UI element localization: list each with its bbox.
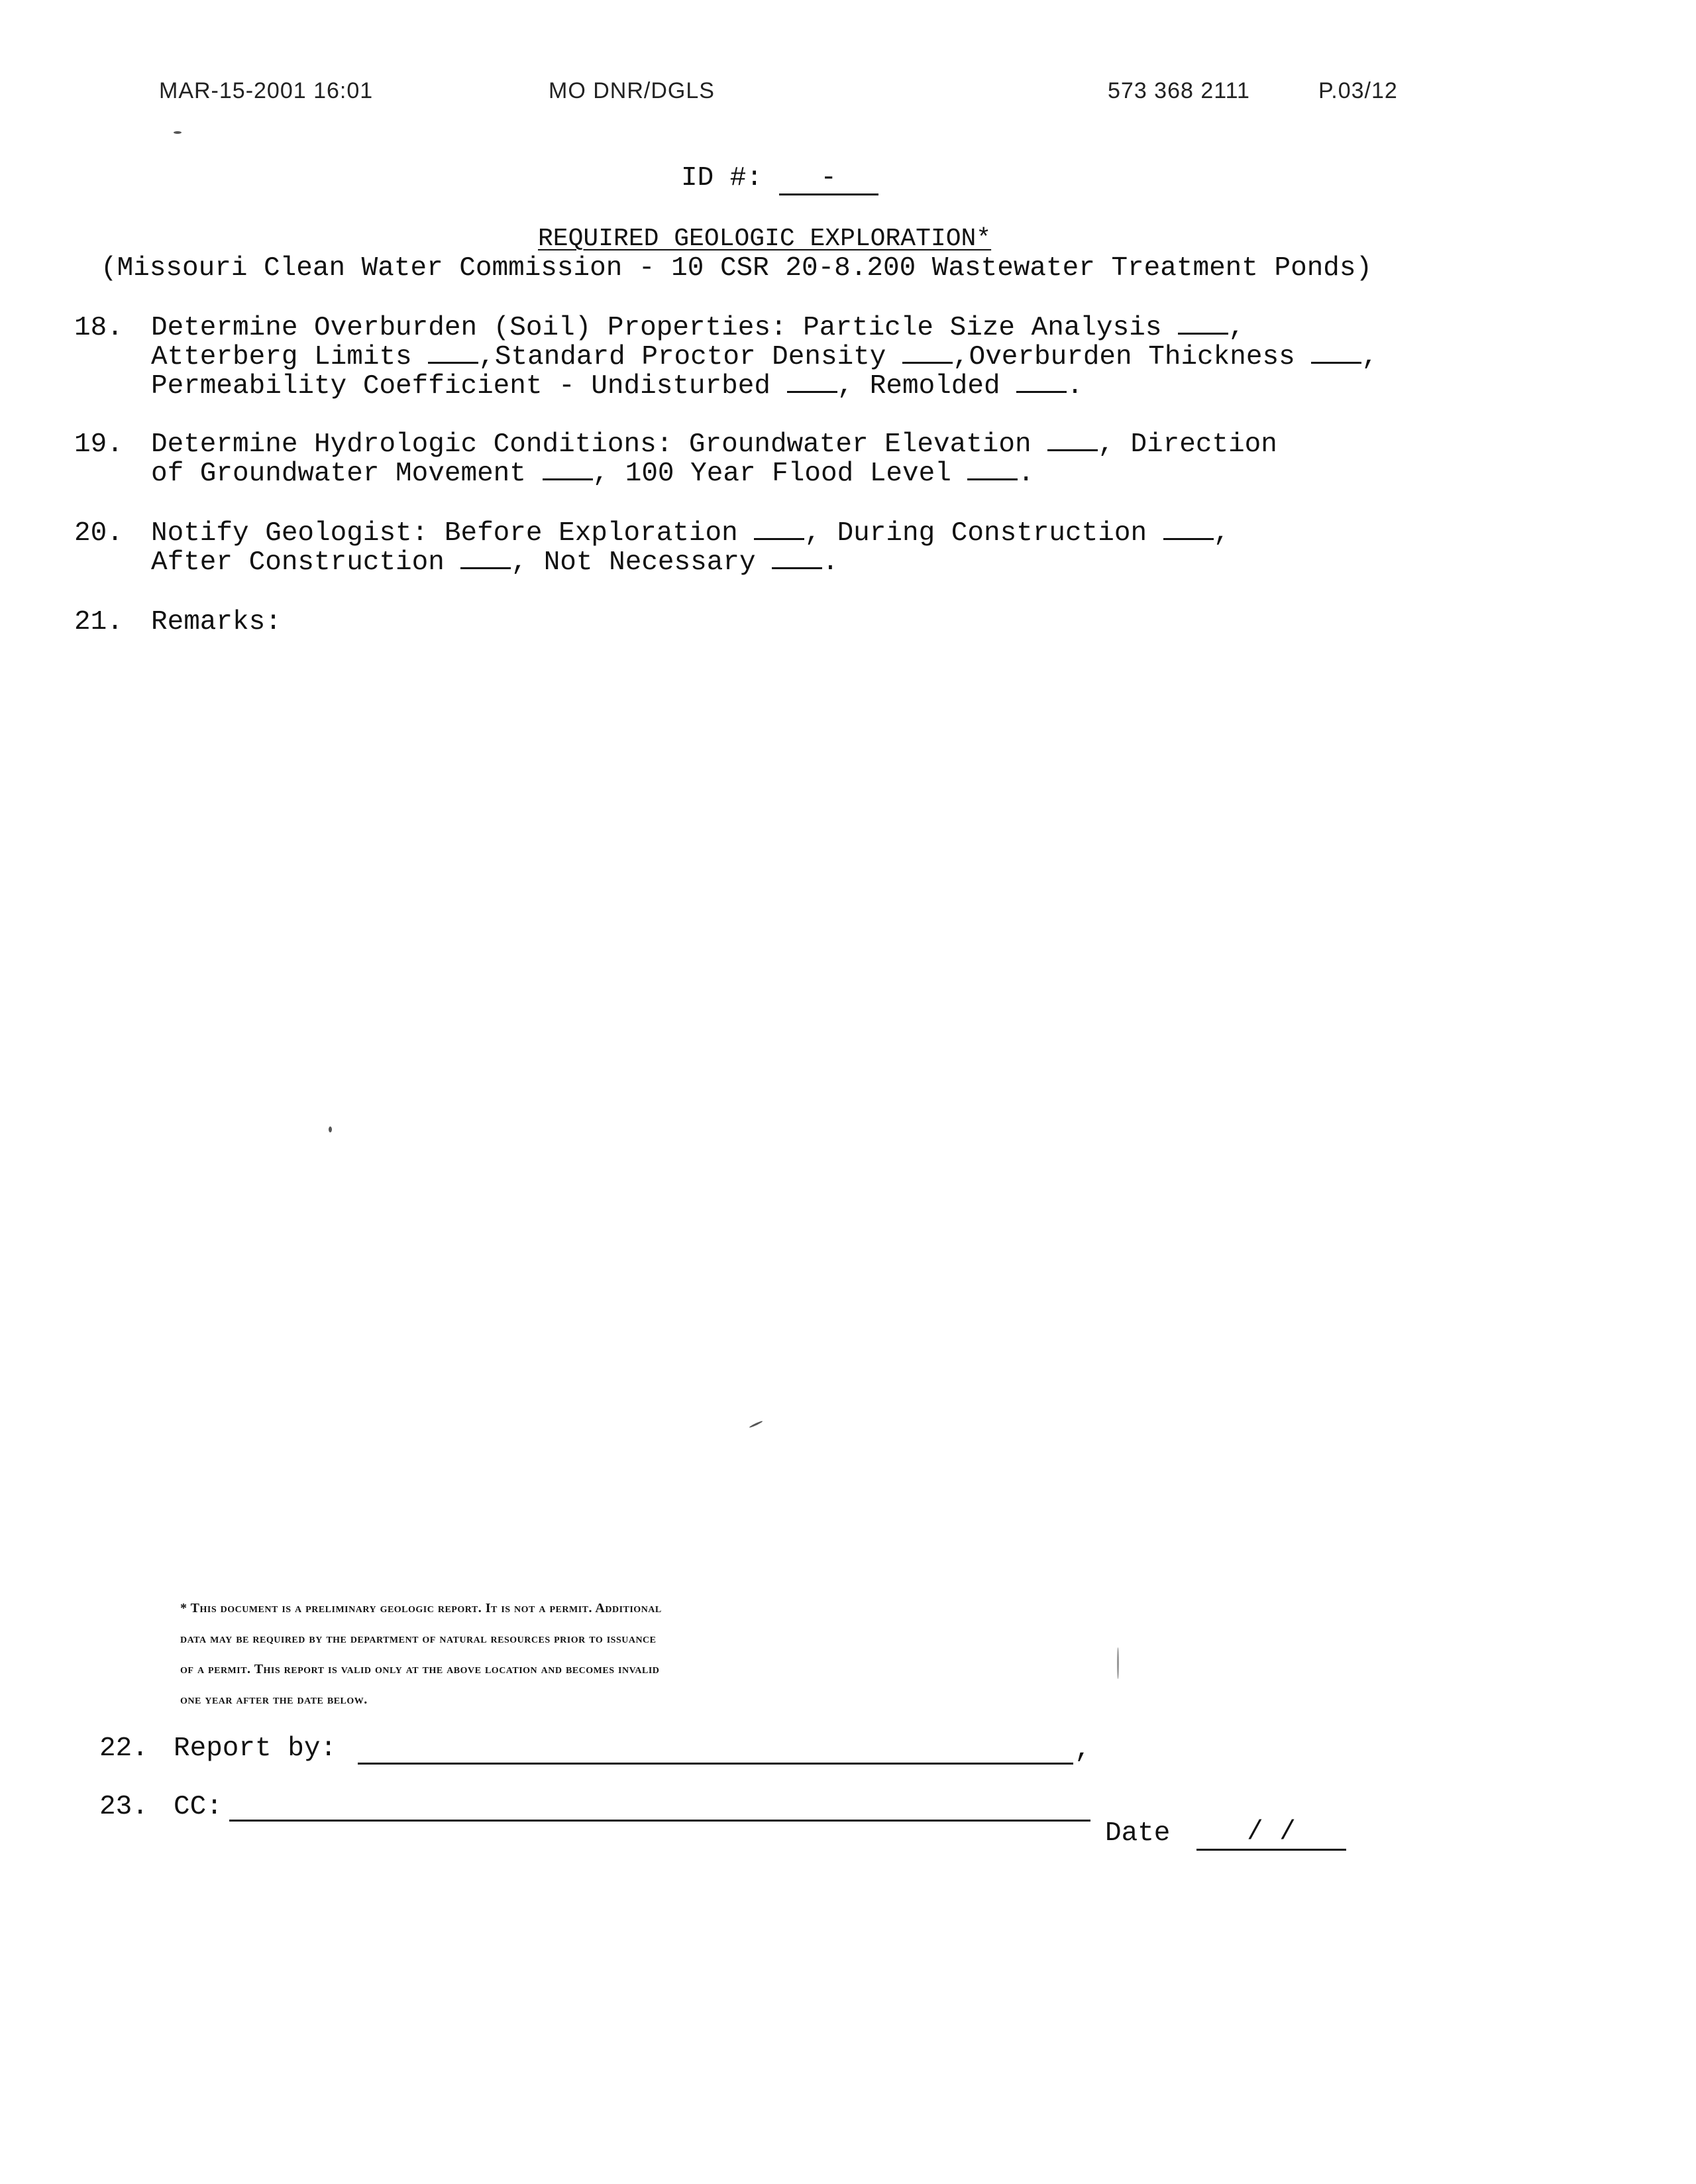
flood-level-blank[interactable]	[967, 459, 1018, 480]
item-number: 22.	[99, 1733, 148, 1764]
notice-line: * This document is a preliminary geologic report. It is not a permit. Additional	[180, 1601, 662, 1615]
item-19-text: , Direction	[1098, 429, 1277, 460]
groundwater-movement-blank[interactable]	[543, 459, 593, 480]
item-number: 18.	[74, 313, 123, 343]
fax-sender: MO DNR/DGLS	[549, 78, 715, 103]
item-20-text: Notify Geologist: Before Exploration	[151, 518, 738, 549]
notice-line: data may be required by the department of natural resources prior to issuance	[180, 1631, 657, 1646]
not-necessary-blank[interactable]	[772, 547, 822, 569]
item-20-text: , Not Necessary	[511, 547, 756, 578]
item-19-line-2: of Groundwater Movement , 100 Year Flood Level .	[151, 459, 1035, 489]
item-20-line-2: After Construction , Not Necessary .	[151, 547, 839, 578]
notice-line: one year after the date below.	[180, 1692, 368, 1707]
item-18-text: Determine Overburden (Soil) Properties: Particle Size Analysis	[151, 313, 1162, 343]
proctor-density-blank[interactable]	[902, 342, 953, 364]
notice-line: of a permit. This report is valid only at the above location and becomes invalid	[180, 1662, 660, 1676]
form-title: REQUIRED GEOLOGIC EXPLORATION*	[538, 225, 992, 253]
fax-page-number: P.03/12	[1318, 78, 1398, 103]
undisturbed-blank[interactable]	[787, 371, 837, 393]
remarks-label: Remarks:	[151, 607, 282, 637]
item-number: 20.	[74, 518, 123, 549]
item-18-text: ,Overburden Thickness	[953, 342, 1295, 372]
fax-phone-number: 573 368 2111	[1108, 78, 1250, 103]
item-19-text: of Groundwater Movement	[151, 459, 526, 489]
item-number: 23.	[99, 1792, 148, 1822]
atterberg-blank[interactable]	[428, 342, 478, 364]
id-field	[681, 163, 878, 195]
item-20-line-1: Notify Geologist: Before Exploration , During Construction ,	[151, 518, 1230, 549]
item-20-text: After Construction	[151, 547, 445, 578]
cc-field[interactable]	[229, 1820, 1090, 1822]
id-label: ID #:	[681, 163, 763, 193]
item-number: 21.	[74, 607, 123, 637]
scan-speck	[1117, 1647, 1119, 1679]
during-construction-blank[interactable]	[1163, 518, 1214, 540]
report-by-field[interactable]	[358, 1763, 1073, 1765]
item-19-text: , 100 Year Flood Level	[592, 459, 951, 489]
report-by-comma: ,	[1075, 1735, 1091, 1765]
after-construction-blank[interactable]	[460, 547, 511, 569]
date-field[interactable]	[1196, 1817, 1346, 1851]
remarks-area[interactable]	[151, 649, 1476, 1564]
item-18-text: ,Standard Proctor Density	[478, 342, 886, 372]
item-18-text: Permeability Coefficient - Undisturbed	[151, 371, 770, 402]
remolded-blank[interactable]	[1016, 371, 1067, 393]
before-exploration-blank[interactable]	[754, 518, 804, 540]
scan-speck	[329, 1126, 332, 1132]
item-18-line-2: Atterberg Limits ,Standard Proctor Density ,Overburden Thickness ,	[151, 342, 1378, 372]
date-value: / /	[1247, 1817, 1296, 1847]
particle-size-blank[interactable]	[1178, 313, 1228, 335]
item-number: 19.	[74, 429, 123, 460]
item-18-line-3: Permeability Coefficient - Undisturbed , Remolded .	[151, 371, 1083, 402]
item-18-text: , Remolded	[837, 371, 1000, 402]
overburden-thickness-blank[interactable]	[1311, 342, 1361, 364]
item-18-text: Atterberg Limits	[151, 342, 412, 372]
form-subtitle: (Missouri Clean Water Commission - 10 CSR 20-8.200 Wastewater Treatment Ponds)	[101, 253, 1373, 284]
item-19-line-1	[151, 429, 1277, 460]
item-19-text: Determine Hydrologic Conditions: Groundwater Elevation	[151, 429, 1032, 460]
id-value: -	[820, 163, 837, 193]
item-18-line-1: Determine Overburden (Soil) Properties: Particle Size Analysis ,	[151, 313, 1245, 343]
groundwater-elevation-blank[interactable]	[1047, 429, 1098, 451]
cc-label: CC:	[174, 1792, 223, 1822]
scan-speck	[174, 131, 182, 134]
report-by-label: Report by:	[174, 1733, 337, 1764]
preliminary-report-notice	[180, 1593, 1094, 1715]
item-20-text: , During Construction	[804, 518, 1147, 549]
date-label: Date	[1105, 1818, 1171, 1849]
fax-date-time: MAR-15-2001 16:01	[159, 78, 374, 103]
